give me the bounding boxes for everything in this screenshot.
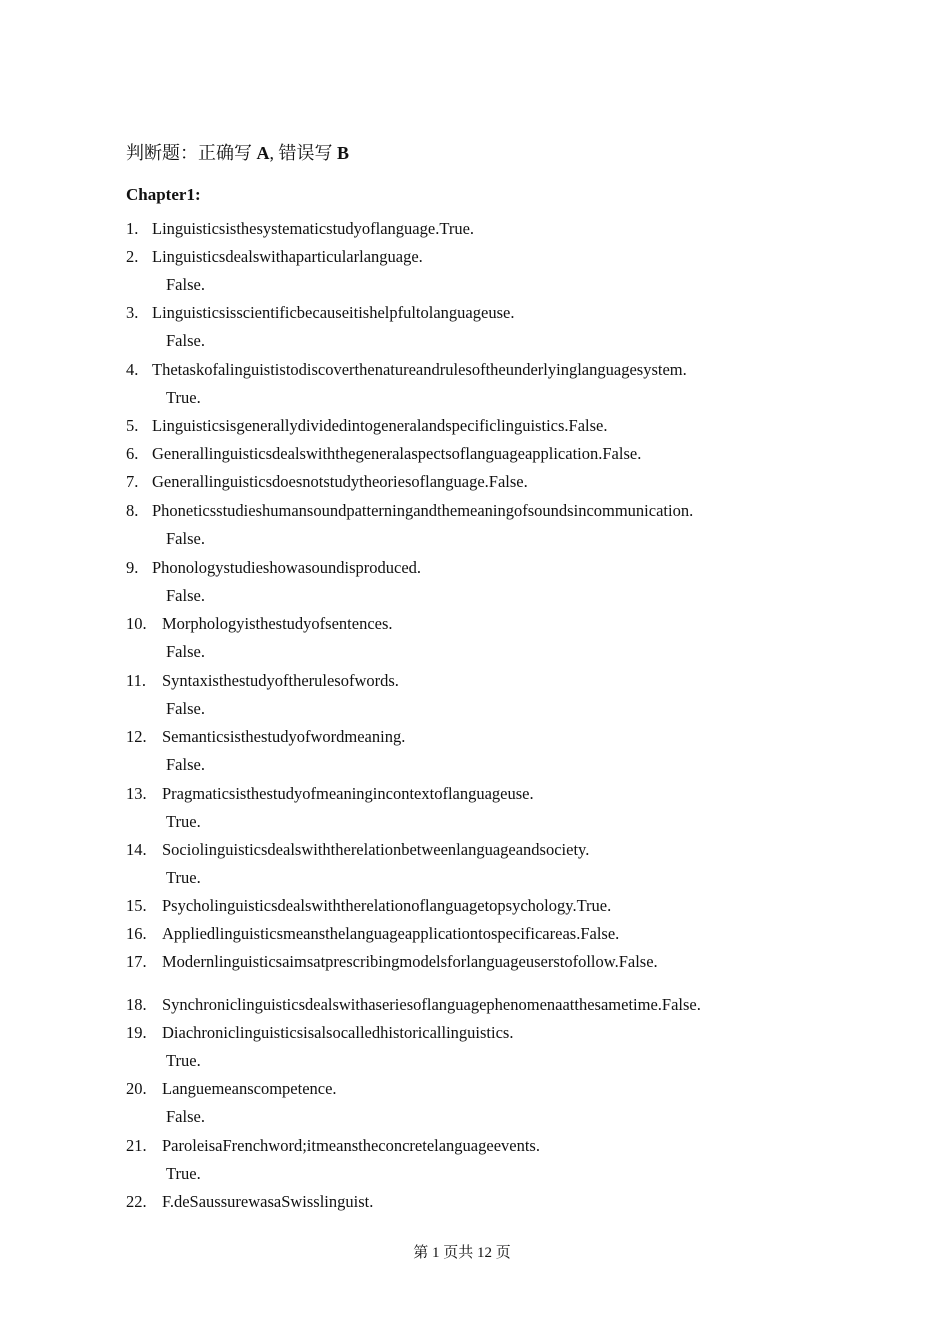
question-number: 6. <box>126 444 139 463</box>
question-text: Linguisticsisscientificbecauseitishelpfultolanguageuse. <box>152 303 515 322</box>
question-number: 3. <box>126 303 139 322</box>
question-text: Linguisticsdealswithaparticularlanguage. <box>152 247 423 266</box>
question-answer: True. <box>166 1051 201 1070</box>
question-item <box>126 303 846 323</box>
question-number: 10. <box>126 614 147 633</box>
question-item <box>126 1079 846 1099</box>
question-number: 22. <box>126 1192 147 1211</box>
question-item <box>126 840 846 860</box>
question-item <box>126 360 846 380</box>
question-number: 21. <box>126 1136 147 1155</box>
page-footer: 第 1 页共 12 页 <box>413 1245 511 1261</box>
question-number: 1. <box>126 219 139 238</box>
question-number: 5. <box>126 416 139 435</box>
question-item <box>126 727 846 747</box>
question-item <box>126 614 846 634</box>
question-item <box>126 247 846 267</box>
question-text: Phoneticsstudieshumansoundpatterningandthemeaningofsoundsincommunication. <box>152 501 694 520</box>
question-answer: False. <box>166 331 205 350</box>
question-text: Diachroniclinguisticsisalsocalledhistoricallinguistics. <box>162 1023 514 1042</box>
question-answer: False. <box>166 699 205 718</box>
question-text: Phonologystudieshowasoundisproduced. <box>152 558 422 577</box>
question-item <box>126 472 846 492</box>
question-text: Generallinguisticsdealswiththegeneralaspectsoflanguageapplication.False. <box>152 444 642 463</box>
question-text: Generallinguisticsdoesnotstudytheoriesoflanguage.False. <box>152 472 528 491</box>
question-item <box>126 1023 846 1043</box>
question-text: Languemeanscompetence. <box>162 1079 337 1098</box>
chapter-title: Chapter1: <box>126 185 201 204</box>
heading-b: B <box>337 143 350 163</box>
question-answer: False. <box>166 755 205 774</box>
question-text: Modernlinguisticsaimsatprescribingmodelsforlanguageuserstofollow.False. <box>162 952 658 971</box>
heading-a: A <box>256 143 270 163</box>
question-item <box>126 924 846 944</box>
question-text: Pragmaticsisthestudyofmeaningincontextoflanguageuse. <box>162 784 534 803</box>
question-item <box>126 1136 846 1156</box>
question-item <box>126 558 846 578</box>
question-answer: True. <box>166 1164 201 1183</box>
question-number: 9. <box>126 558 139 577</box>
question-answer: True. <box>166 812 201 831</box>
question-text: Sociolinguisticsdealswiththerelationbetweenlanguageandsociety. <box>162 840 590 859</box>
question-number: 14. <box>126 840 147 859</box>
question-number: 19. <box>126 1023 147 1042</box>
question-number: 20. <box>126 1079 147 1098</box>
question-text: Syntaxisthestudyoftherulesofwords. <box>162 671 399 690</box>
question-answer: False. <box>166 642 205 661</box>
question-number: 15. <box>126 896 147 915</box>
question-item <box>126 219 846 239</box>
question-answer: True. <box>166 388 201 407</box>
question-text: F.deSaussurewasaSwisslinguist. <box>162 1192 374 1211</box>
question-item <box>126 1192 846 1212</box>
question-number: 13. <box>126 784 147 803</box>
question-number: 2. <box>126 247 139 266</box>
question-number: 8. <box>126 501 139 520</box>
question-number: 11. <box>126 671 147 690</box>
question-item <box>126 995 846 1015</box>
question-text: ParoleisaFrenchword;itmeanstheconcretelanguageevents. <box>162 1136 540 1155</box>
question-answer: False. <box>166 586 205 605</box>
instruction-heading <box>126 141 349 165</box>
heading-mid: , 错误写 <box>269 143 337 163</box>
question-item <box>126 896 846 916</box>
heading-prefix: 判断题：正确写 <box>126 143 257 163</box>
question-item <box>126 671 846 691</box>
question-number: 12. <box>126 727 147 746</box>
question-number: 18. <box>126 995 147 1014</box>
question-number: 17. <box>126 952 147 971</box>
question-text: Semanticsisthestudyofwordmeaning. <box>162 727 406 746</box>
question-item <box>126 416 846 436</box>
question-number: 4. <box>126 360 139 379</box>
question-text: Thetaskofalinguististodiscoverthenatureandrulesoftheunderlyinglanguagesystem. <box>152 360 687 379</box>
question-number: 7. <box>126 472 139 491</box>
question-text: Morphologyisthestudyofsentences. <box>162 614 393 633</box>
question-answer: False. <box>166 1107 205 1126</box>
question-text: Synchroniclinguisticsdealswithaseriesoflanguagephenomenaatthesametime.False. <box>162 995 701 1014</box>
question-item <box>126 952 846 972</box>
question-text: Appliedlinguisticsmeansthelanguageapplicationtospecificareas.False. <box>162 924 620 943</box>
question-item <box>126 444 846 464</box>
question-text: Linguisticsisthesystematicstudyoflanguage.True. <box>152 219 475 238</box>
question-answer: False. <box>166 275 205 294</box>
question-item <box>126 784 846 804</box>
question-answer: False. <box>166 529 205 548</box>
question-text: Psycholinguisticsdealswiththerelationoflanguagetopsychology.True. <box>162 896 612 915</box>
question-item <box>126 501 846 521</box>
question-number: 16. <box>126 924 147 943</box>
question-answer: True. <box>166 868 201 887</box>
question-text: Linguisticsisgenerallydividedintogeneralandspecificlinguistics.False. <box>152 416 608 435</box>
